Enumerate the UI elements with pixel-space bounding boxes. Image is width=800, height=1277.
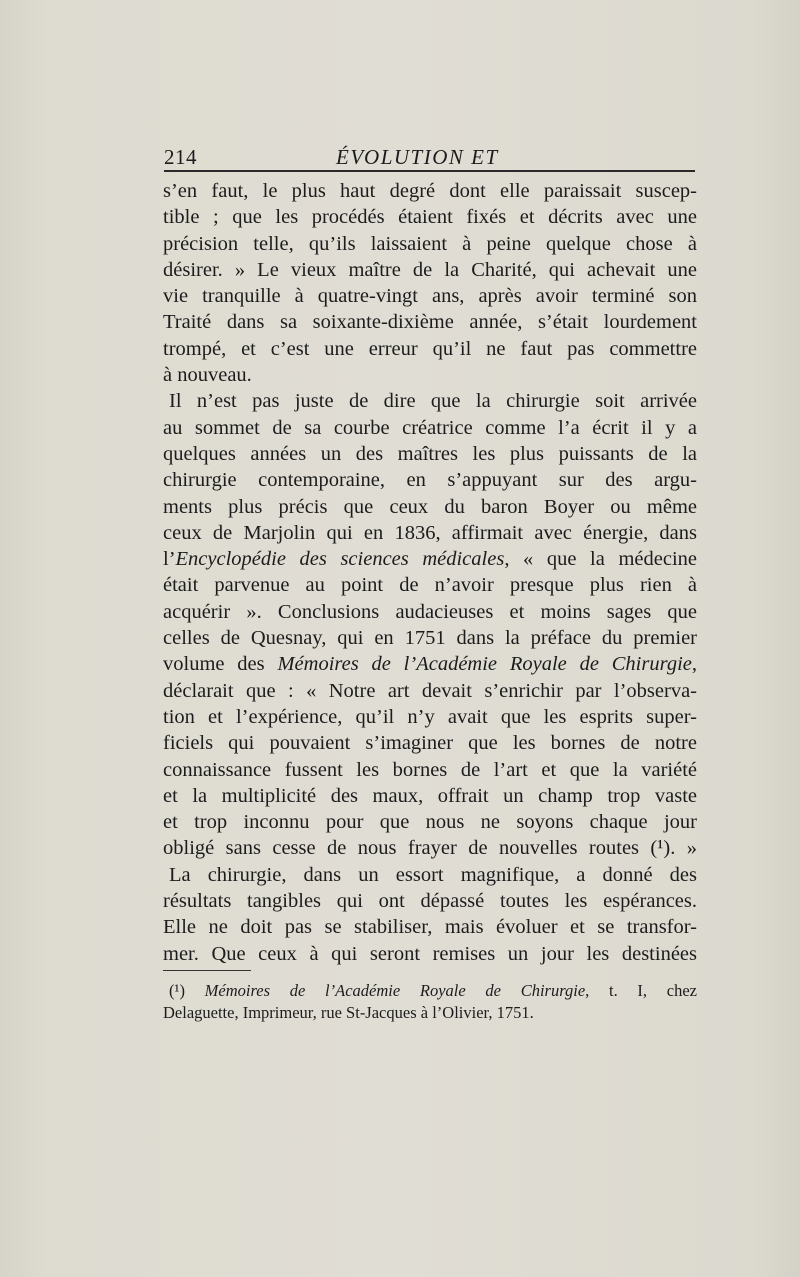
text-line: trompé, et c’est une erreur qu’il ne faut pas commettre	[163, 337, 697, 360]
footnote-line	[163, 980, 697, 1002]
text-line: tible ; que les procédés étaient fixés et décrits avec une	[163, 206, 697, 229]
text-line: Elle ne doit pas se stabiliser, mais évoluer et se transfor-	[163, 916, 697, 939]
header-rule	[164, 170, 695, 172]
text-line: connaissance fussent les bornes de l’art et que la variété	[163, 758, 697, 781]
footnote-rule	[163, 970, 251, 971]
text-line: au sommet de sa courbe créatrice comme l’a écrit il y a	[163, 416, 697, 439]
text-line-with-italic	[163, 546, 697, 572]
italic-title: Mémoires de l’Académie Royale de Chirurgie	[277, 653, 692, 676]
text-line: ments plus précis que ceux du baron Boyer ou même	[163, 495, 697, 518]
text-line: mer. Que ceux à qui seront remises un jour les destinées	[163, 942, 697, 965]
text-line: à nouveau.	[163, 364, 252, 387]
text-line: La chirurgie, dans un essort magnifique, a donné des	[169, 863, 697, 886]
text-line: précision telle, qu’ils laissaient à peine quelque chose à	[163, 232, 697, 255]
text-line: et trop inconnu pour que nous ne soyons chaque jour	[163, 811, 697, 834]
footnote-line: Delaguette, Imprimeur, rue St-Jacques à l’Olivier, 1751.	[163, 1003, 534, 1022]
text-line: était parvenue au point de n’avoir presque plus rien à	[163, 574, 697, 597]
text-line: et la multiplicité des maux, offrait un champ trop vaste	[163, 784, 697, 807]
text-line: Il n’est pas juste de dire que la chirurgie soit arrivée	[169, 390, 697, 413]
text-line: résultats tangibles qui ont dépassé toutes les espérances.	[163, 890, 697, 913]
text-line: quelques années un des maîtres les plus puissants de la	[163, 442, 697, 465]
text-line: celles de Quesnay, qui en 1751 dans la préface du premier	[163, 627, 697, 650]
footnote-italic-title: Mémoires de l’Académie Royale de Chirurgie	[204, 981, 586, 1000]
text-line: Traité dans sa soixante-dixième année, s’était lourdement	[163, 311, 697, 334]
body-text	[163, 178, 697, 967]
italic-title: Encyclopédie des sciences médicales	[175, 548, 505, 571]
text-line: ficiels qui pouvaient s’imaginer que les bornes de notre	[163, 732, 697, 755]
text-fragment: , t. I, chez	[585, 981, 697, 1000]
text-fragment: l’	[163, 548, 176, 571]
text-fragment: , « que la médecine	[504, 548, 697, 571]
page-number: 214	[164, 145, 197, 169]
text-line-with-italic	[163, 651, 697, 677]
footnote	[163, 980, 697, 1024]
text-fragment: ,	[691, 653, 697, 676]
text-line: chirurgie contemporaine, en s’appuyant sur des argu-	[163, 469, 697, 492]
text-line: vie tranquille à quatre-vingt ans, après avoir terminé son	[163, 285, 697, 308]
text-line: acquérir ». Conclusions audacieuses et moins sages que	[163, 600, 697, 623]
footnote-marker: (¹)	[169, 981, 185, 1000]
text-line: tion et l’expérience, qu’il n’y avait que les esprits super-	[163, 705, 697, 728]
text-line: désirer. » Le vieux maître de la Charité, qui achevait une	[163, 258, 697, 281]
text-line: s’en faut, le plus haut degré dont elle paraissait suscep-	[163, 180, 697, 202]
running-title: ÉVOLUTION ET	[336, 145, 499, 169]
text-line: déclarait que : « Notre art devait s’enrichir par l’observa-	[163, 679, 697, 702]
text-line: obligé sans cesse de nous frayer de nouvelles routes (¹). »	[163, 837, 697, 860]
text-line: ceux de Marjolin qui en 1836, affirmait avec énergie, dans	[163, 521, 697, 544]
text-fragment: volume des	[163, 653, 278, 676]
